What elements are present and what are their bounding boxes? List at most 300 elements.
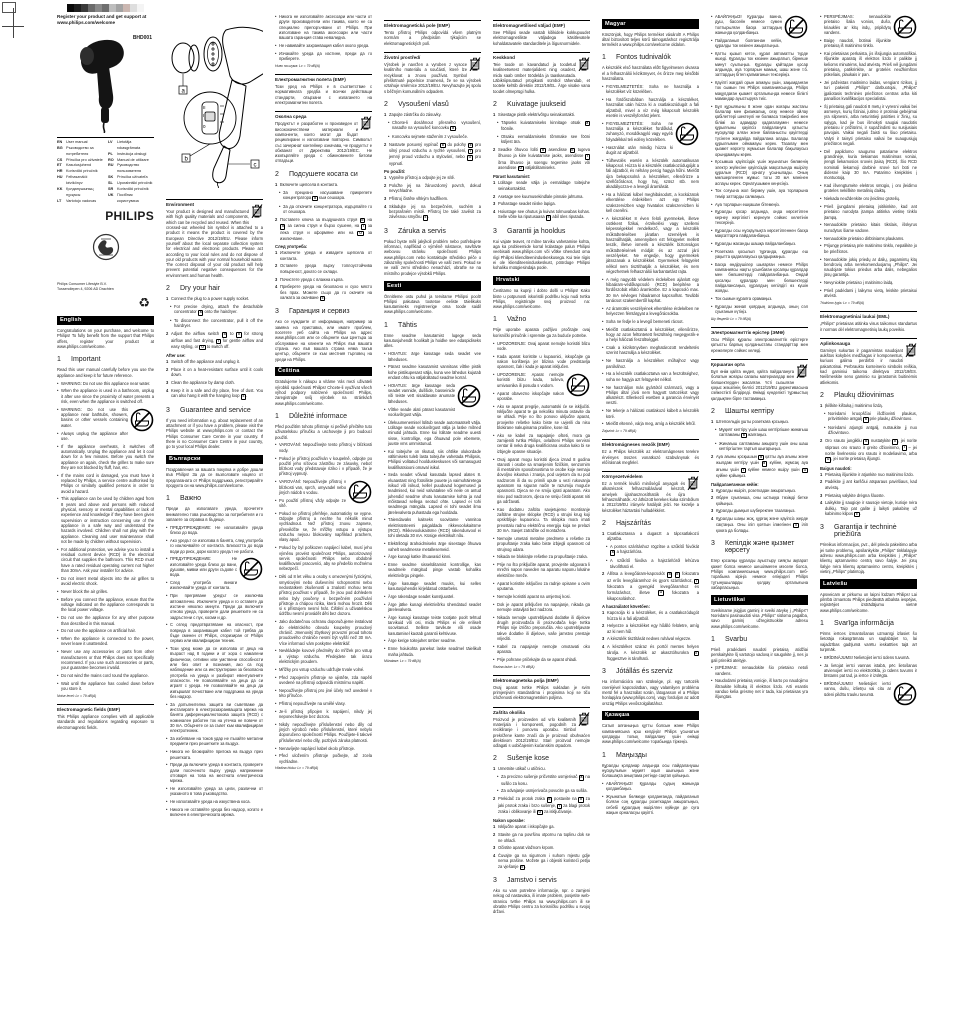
warning-bullet: • WARNING: Do not use this appliance near water. [57,381,154,386]
sub-step: • Za precizno sušenje pričvrstite usmjerivač a na sušilo za kosu. [493,774,590,786]
section-number: 1 [602,54,606,62]
warning-bullet: • If the appliance overheats, it switches off automatically. Unplug the appliance and let it cool down for a few minutes. Before you switch the appliance on again, check the grilles to make sure they are not blocked by fluff, hair, etc. [57,444,154,471]
warning-bullet: • Enne hoiukohta panekut laske seadmel täielikult maha jahtuda. [384,646,481,657]
svg-text:II: II [203,105,206,110]
svg-text:c: c [253,162,257,169]
calibration-square [81,4,88,12]
section-heading: 1 Svarbu [711,635,748,643]
paragraph: Kui vajate teavet, nt mõne tarviku vahetamise kohta, aga ka probleemide korral külastage palun Philipsi veebisaiti www.philips.com või võtke ühendust oma riigi Philipsi klienditeeninduskeskusega. Kui teie riigis ei ole klienditeeninduskeskust, pöörduge Philipsi kohaliku müügiesindaja poole. [493,238,590,271]
warning-bullet: • Құралды жинап қоярдың алдында, оның сәл суығанын күтіңіз. [711,304,808,315]
reference-key: O [468,155,472,160]
paragraph: Proizvod je proizveden od vrlo kvalitetnih materijala i komponenti, pogodnih za recikliranje i ponovnu uporabu. Simbol prekrižene kante znači da je proizvod obuhvaćen direktivom 2012/19/EU. Stari proizvod nemojte odlagati s uobičajenim kućanskim otpadom. [493,716,590,749]
warning-bullet: • VAROVÁNÍ: Nepoužívejte přístroj v blízkosti van, sprch, umyvadel nebo jiných nádob s vodou. [275,479,372,495]
warning-bullet: • Kabel za napajanje nemojte omotavati oko aparata. [493,644,590,655]
weee-crossed-bin-icon [578,56,590,72]
section-heading: 1 Important [57,356,101,364]
no-bathtub-icon [457,384,481,408]
warning-bullet: • Naudodami prietaisą vonioje, iš karto po naudojimo ištraukite kištuką iš elektros lizdo. Arti esantis vanduo kelia grėsmę net ir tada, kai prietaisas yra išjungtas. [711,678,808,699]
numbered-step: 2 Поставете ключа за въздушната струя b на II за силна струя и бързо сушене, на I за лека струя и оформяне или на O за изключване. [275,216,372,241]
section-heading: 3 Guarantee and service [166,406,251,414]
no-bathtub-icon [893,682,917,706]
paragraph: Бұл өнім қайта өңдеп, қайта пайдалануға болатын жоғары сапалы материалдар мен бөлшектерден жасалған. Үсті сызылған қоқыс жәшігінің белгісі 2012/19/EU директивасына сәйкестікті білдіреді. Өнімді күнделікті тұрмыстық қалдықпен бірге тастамаңыз. [711,369,808,401]
paragraph: Your product is designed and manufactured with high quality materials and components, which can be recycled and reused. When this crossed-out wheeled bin symbol is attached to a product it means the product is covered by the European Directive 2012/19/EU. Please inform yourself about the local separate collection system for electrical and electronic products. Please act according to your local rules and do not dispose of your old products with your normal household waste. The correct disposal of your old product will help prevent potential negative consequences for the environment and human health. [166,209,263,278]
stamp-block [57,231,154,268]
language-header: Latviešu [820,579,917,589]
warning-bullet: • Nepoužívejte přístroj pro jiné účely než uvedené v této příručce. [275,688,372,699]
reference-key: b [223,332,226,337]
warning-bullet: • Kai prietaisas perkaista, jis išsijungia automatiškai. Išjunkite aparatą iš elektros lizdo ir palikite jį kelioms minutėms, kad atvėstų. Prieš vėl įjungdami prietaisą, patikrinkite, ar grotelės neužkimštos pūkeliais, plaukais ir pan. [820,51,917,78]
numbered-step: 4 Приберете уреда на безопасно и сухо място без прах. Можете също да го окачите на халката за окачване c . [275,284,372,300]
paragraph: Ez a termék kiváló minőségű anyagok és alkatrészek felhasználásával készült, amelyek újrahasznosíthatók és újra felhasználhatók. Az áthúzott kerekes kuka szimbólum a 2012/19/EU irányelv hatályát jelzi. Ne kezelje a készüléket háztartási hulladékként. [602,481,699,513]
numbered-step: 4 Skladujte jej na bezpečném, suchém a bezprašném místě. Přístroj lze také zavěsit za závěsnou smyčku c . [384,203,481,220]
warning-bullet: • Құралды жасанды шашқа пайдаланбаңыз. [711,241,808,246]
warning-bullet: • Po použití přístroj vždy odpojte ze sítě. [275,498,372,509]
warning-bullet: • FIGYELMEZTETÉS: Soha ne használja a készüléket fürdőkád, zuhanyzó, mosdókagyló vagy egyéb folyadékkal teli edény közelében. [602,121,699,142]
numbered-step: 3 A készülék tisztítását nedves ruhával végezze. [602,636,692,642]
warning-bullet: • FIGYELMEZTETÉS: Soha ne használja a készüléket víz közelében. [602,84,699,95]
paragraph: A készülék első használata előtt figyelmesen olvassa el a felhasználói kézikönyvet, és őrizze meg későbbi használatra. [602,65,699,82]
numbered-step: 1 Изключете уреда и извадете щепсела от контакта. [275,250,372,261]
language-index-row: SL Uporabniški priročnik [108,181,153,186]
paragraph: Prije uporabe aparata pažljivo pročitajte ovaj korisnički priručnik i spremite ga za buduće potrebe. [493,327,590,338]
numbered-step: 1 Įkiškite kištuką į maitinimo lizdą. [820,403,883,408]
ruled-heading: Elektromagnetska polja (EMF) [493,675,590,683]
reference-key: b [548,797,551,802]
ruled-heading: Околна среда [275,111,372,119]
section-number: 3 [493,877,497,885]
numbered-step: 1 Umetnite utikač u utičnicu. [493,766,546,772]
ruled-heading: Környezetvédelem [602,471,699,479]
hair-dryer-photo [57,29,154,133]
warning-bullet: • Nevkládejte kovové předměty do mřížek pro vstup a výstup vzduchu. Předejdete tak úrazu elektrickým proudem. [275,648,372,664]
philips-logo: PHILIPS [105,208,154,223]
warning-bullet: • ПРЕДУПРЕЖДЕНИЕ: Не използвайте уреда близо до вода. [166,525,263,536]
warning-bullet: • ĮSPĖJIMAS: nenaudokite šio prietaiso netoli vandens. [711,665,808,676]
section-heading: 1 Važno [493,316,527,324]
warning-bullet: • For additional protection, we advise you to install a residual current device (RCD) in the electrical circuit that supplies the bathroom. This RCD must have a rated residual operating current not higher than 30mA. Ask your installer for advice. [57,547,154,574]
warning-bullet: • Ток сымын құралға орамаңыз. [711,296,808,301]
register-text: Register your product and get support at www.philips.com/welcome [57,14,147,25]
reference-key: c [521,864,524,869]
warning-bullet: • Не навивайте захранващия кабел около уреда. [275,43,372,48]
warning-bullet: • Kada aparat koristite u kupaonici, iskopčajte ga nakon korištenja jer blizina vode predstavlja opasnost, čak i kada je aparat isključen. [493,354,590,370]
column-6 [602,14,699,1019]
warning-bullet: • Pokud se přístroj přehřeje, automaticky se vypne. Odpojte přístroj a nechte ho několik minut vychladnout. Než přístroj znovu zapnete, přesvědčte se, že mřížky vstupu a výstupu vzduchu nejsou blokovány například prachem, vlasy apod. [275,511,372,543]
warning-bullet: • When the appliance is connected to the power, never leave it unattended. [57,636,154,647]
numbered-step: 3 Почистете уреда с влажна кърпа. [275,276,344,282]
product-photo-block [57,29,154,133]
paragraph: Prieš pradėdami naudoti prietaisą atidžiai perskaitykite šį vartotojo vadovą ir saugokite jį, nes jo gali prireikti ateityje. [711,646,808,663]
warning-bullet: • При прегряване уредът се изключва автоматично. Изключете уреда и го оставете да изстине няколко минути. Преди да включите отново уреда, проверете дали решетките не са задръстени с пух, косми и др. [166,593,263,620]
paragraph: Congratulations on your purchase, and welcome to Philips! To fully benefit from the support that Philips offers, register your product at www.philips.com/welcome. [57,328,154,350]
paragraph: Köszönjük, hogy Philips terméket vásárolt! A Philips által biztosított teljes körű támogatáshoz regisztrálja termékét a www.philips.com/welcome oldalon. [602,31,699,48]
reference-key: a [199,310,202,315]
warning-bullet: • Do not use the appliance on artificial hair. [57,628,154,633]
section-number: 3 [711,540,715,548]
warning-bullet: • When the appliance is used in a bathroom, unplug it after use since the proximity of water presents a risk, even when the appliance is switched off. [57,388,154,404]
paragraph: Pirms ierīces izmantošanas uzmanīgi izlasiet šo lietotāja rokasgrāmatu un saglabājiet to, lai vajadzības gadījumā varētu ieskatīties tajā arī turpmāk. [820,630,917,652]
section-heading: 1 Tähtis [384,321,418,329]
sub-heading: Pärast kasutamist: [493,174,531,180]
numbered-step: 4 A készüléket száraz és portól mentes helyen tárolja. A készülék az akasztóhurokra c függesztve is tárolható. [602,644,699,661]
ruled-heading: Электромагниттік өрістер (ЭМӨ) [711,327,808,335]
numbered-step: 2 Nastavte posuvný vypínač b do polohy II pro silný proud vzduchu a rychlé vysoušení, I pro jemný proud vzduchu a stylování, nebo O pro vypnutí. [384,141,481,166]
section-number: 1 [275,412,279,420]
sub-step: • A pontos szárításhoz rögzítse a szűkítő fúvókát a a hajszárítóra. [602,544,699,556]
numbered-step: 3 Očistite aparat vlažnom krpom. [493,845,555,851]
ruled-heading: Elektromágneses mezők (EMF) [602,439,699,447]
language-header: Čeština [275,367,372,377]
warning-bullet: • ПРЕДУПРЕЖДЕНИЕ: Не използвайте уреда близо до вани, душове, мивки или други съдове с вода. [166,556,263,577]
warning-bullet: • Mřížky pro vstup vzduchu udržujte trvale volné. [275,667,372,672]
section-number: 3 [275,308,279,316]
sub-step: • Za odvajanje usmjerivača povucite ga sa sušila. [493,788,590,793]
reference-key: c [855,511,858,516]
paragraph: If you need information e.g. about replacement of an attachment or if you have a problem, please visit the Philips website at www.philips.com or contact the Philips Consumer Care Centre in your country. If there is no Consumer Care Centre in your country, go to your local Philips dealer. [166,417,263,450]
warning-bullet: • Před zapojením přístroje se ujistěte, zda napětí uvedené na přístroji odpovídá místnímu napětí. [275,675,372,686]
section-heading: 2 Hajszárítás [602,520,652,527]
warning-bullet: • Never block the air grilles. [57,589,154,594]
numbered-step: 3 Přístroj čistěte vlhkým hadříkem. [384,196,449,201]
numbered-step: 1 Zapojte zástrčku do zásuvky. [384,111,442,117]
warning-bullet: • Ne használjon más gyártótól származó, vagy a Philips által jóvá nem hagyott tartozékot vagy alkatrészt. Ellenkező esetben a garancia érvényét veszti. [602,385,699,406]
noise-level-note: Hladina hluku: Lc = 79 dB(A) [275,766,319,771]
language-header: Eesti [384,281,481,291]
reference-key: I [903,445,905,450]
hair-dryer-diagram [166,16,263,188]
warning-bullet: • Ärge kerige toitejuhet ümber seadme. [384,638,481,643]
warning-bullet: • Ovaj aparat mogu koristiti djeca iznad 8 godina starosti i osobe sa smanjenim fizičkim, senzornim ili mentalnim sposobnostima te osobe koje nemaju dovoljno iskustva i znanja, pod uvjetom da su pod nadzorom ili da su primili upute u vezi rukovanja aparatom na siguran način te razumiju moguće opasnosti. Djeca se ne smiju igrati aparatom. Ako nisu pod nadzorom, djeca ne smiju čistiti aparat niti ga održavati. [493,457,590,505]
weee-crossed-bin-icon [469,56,481,72]
calibration-square [116,4,123,12]
ruled-heading: Қоршаған орта [711,359,808,367]
reference-key: O [659,590,663,595]
reference-key: a [611,550,614,555]
warning-bullet: • Изчакайте уреда да изстине, преди да го приберете. [275,51,372,62]
sub-step: • To disconnect the concentrator, pull it off the hairdryer. [166,318,263,329]
svg-text:0: 0 [203,124,206,129]
recycle-icon: ♻ [138,295,150,311]
reference-key: c [795,522,798,527]
numbered-step: 2 Adjust the airflow switch b to II for strong airflow and fast drying, I for gentle airflow and easy styling, or O to switch off. [166,331,263,349]
ruled-heading: Electromagnetic fields (EMF) [57,704,154,712]
sub-step: • Жинағыш саптаманы ажырату үшін оны шаш кептіргіштен тартып шығарыңыз. [711,441,808,452]
warning-bullet: • Pokud je přístroj používán v koupelně, odpojte po použití jeho síťovou zástrčku ze zásuvky, neboť blízkost vody představuje riziko i v případě, že je přístroj vypnutý. [275,456,372,477]
warning-bullet: • Never use any accessories or parts from other manufacturers or that Philips does not specifically recommend. If you use such accessories or parts, your guarantee becomes invalid. [57,649,154,670]
sub-heading: A használatot követően: [602,604,651,610]
reference-key: II [281,224,284,229]
section-number: 1 [493,316,497,324]
reference-key: II [580,797,583,802]
section-number: 2 [166,285,170,293]
ruled-heading: Zaštita okoliša [493,707,590,715]
language-index-row: PL Instrukcja obsługi [108,151,147,156]
section-heading: 1 Fontos tudnivalók [602,54,671,62]
calibration-square [95,4,102,12]
section-number: 2 [384,100,388,108]
warning-bullet: • Не използвайте уреда за цели, различни от указаното в това ръководство. [166,786,263,797]
numbered-step: 4 Keep it in a safe and dry place, free of dust. You can also hang it with the hanging loop c . [166,388,263,399]
noise-level-note: Razina buke: Lc = 79 dB(A) [493,664,535,669]
manufacturer-address: Philips Consumer Lifestyle B.V. Tussendiepen 4, 9206 AD Drachten [57,281,114,291]
print-calibration-strip [67,4,144,12]
reference-key: O [538,809,542,814]
sub-heading: After use: [166,353,186,359]
no-bathtub-icon [130,408,154,432]
numbered-step: 1 Csatlakoztassa a dugaszt a tápcsatlakozó aljzatba. [602,531,699,542]
section-heading: 2 Шашты кептіру [711,407,775,415]
warning-bullet: • Aparat koristite isključivo za radnje opisane u ovim uputama. [493,581,590,592]
paragraph: Před použitím tohoto přístroje si pečlivě přečtěte tuto uživatelskou příručku a uschovejte ji pro budoucí použití. [275,423,372,440]
numbered-step: 2 Оставете уреда върху топлоустойчива повърхност, докато се охлади. [275,263,372,274]
numbered-step: 4 Құралды шаңы жоқ, құрғақ және қауіпсіз жерде сақтаңыз. Оны іліп қоятын ілмегінен c іліп қоюға да болады. [711,516,808,533]
language-index-row: UK Посібник користувача [108,192,139,203]
column-8 [820,14,917,1019]
warning-bullet: • Baigę naudoti, būtinai išjunkite prietaisą iš maitinimo tinklo. [820,38,917,49]
language-index-row: LT Vartotojo vadovas [57,198,97,203]
reference-key: b [760,455,763,460]
numbered-step: 2 Helyezze a készüléket egy hőálló felületre, amíg az ki nem hűl. [602,623,699,634]
noise-level-note: Noise level: Lc = 79 dB(A) [57,693,97,698]
paragraph: Gaminys sukurtas ir pagamintas naudojant aukštos kokybės medžiagas ir komponentus, kuriuos galima perdirbti ir naudoti pakartotinai. Perbraukto konteinerio simbolis reiškia, kad gaminiui taikoma direktyva 2012/19/ES. Neišmeskite seno gaminio su įprastomis buitinėmis atliekomis. [820,347,917,385]
warning-bullet: • WARNING: Do not use this appliance near bathtubs, showers, basins or other vessels containing water. [57,407,154,428]
sub-step: • Otsaku eemaldamiseks tõmmake see fööni küljest ära. [493,134,590,145]
language-index-row: BG Ръководство за потребителя [57,145,94,156]
warning-bullet: • BRĪDINĀJUMS! Nelietojiet ierīci ūdens tuvumā. [820,655,917,660]
warning-bullet: • След употреба винаги изключвайте уреда от контакта. [166,580,263,591]
warning-bullet: • За допълнителна защита ви съветваме да инсталирате в електрозахранващата мрежа на банята диференциалнотокова защита (RCD) с номинален работен ток на утечка не повече от 30 mA. Обърнете се за съвет към квалифициран електротехник. [166,702,263,734]
warning-bullet: • Ülekuumenemisel lülitub seade automaatselt välja. Lülitage seade vooluvõrgust välja ja laske mõned minutid jahtuda. Enne kui lülitate seadme uuesti sisse, kontrollige, ega õhuavad pole ebemete, juuste vms ummistunud. [384,420,481,447]
section-heading: 3 Гаранция и сервиз [275,308,350,316]
warning-bullet: • Do not wind the mains cord round the appliance. [57,673,154,678]
noise-level-note: Zajszint: Lc = 79 dB(A) [602,429,637,434]
column-4 [384,14,481,1019]
language-header: English [57,316,154,326]
warning-bullet: • Nikada ne blokirajte rešetke za propuštanje zraka. [493,554,590,559]
reference-key: II [237,332,240,337]
reference-key: a [864,417,867,422]
numbered-step: 2 Stavite ga na površinu otpornu na toplinu dok se ne ohladi. [493,832,590,843]
warning-bullet: • Enne seadme sisselülitamist kontrollige, kas seadmele märgitud pinge vastab kohaliku elektrivõrgu pingele. [384,562,481,578]
sub-heading: След употреба: [275,244,308,250]
warning-bullet: • Csak a kézikönyvben meghatározott rendeltetés szerint használja a készüléket. [602,345,699,356]
noise-level-note: Шу деңгейі: Lc = 79 дБ(А) [711,317,752,322]
warning-bullet: • PERSPĖJIMAS: nenaudokite prietaiso šalia vonios, dušo, kriauklės ar kitų indų, pripildytų vandens. [820,14,917,35]
reference-key: c [321,295,324,300]
warning-bullet: • Ja lietojat ierīci vannas istabā, pēc lietošanas atvienojiet ierīci no elektrotīkla, jo ūdens tuvums ir bīstams pat tad, ja ierīce ir izslēgta. [820,663,917,679]
paragraph: „Philips“ prietaisas atitinka visus taikomus standartus ir normas dėl elektromagnetinių laukų poveikio. [820,321,917,332]
warning-bullet: • Ako se aparat pregrije, automatski će se isključiti. Isključite aparat te ga nekoliko minuta ostavite da se ohladi. Prije no što ponovo uključite aparat, provjerite rešetke kako biste se uvjerili da nisu blokirane nakupinama prašine, kose itd. [493,404,590,431]
svg-text:I: I [203,113,205,118]
section-heading: 2 Plaukų džiovinimas [820,392,894,399]
calibration-square [130,4,137,12]
section-number: 1 [711,635,715,643]
warning-bullet: • Никога не блокирайте притока на въздух през решетката. [166,749,263,760]
warning-bullet: • Nenaudokite prietaiso dirbtiniams plaukams. [820,236,917,241]
warning-bullet: • Túlhevülés esetén a készülék automatikusan kikapcsol. Húzza ki a készülék csatlakozódugóját a fali aljzatból, és néhány percig hagyja hűlni. Mielőtt újra bekapcsolná a készüléket, ellenőrizze a szellőzőrácsot, hogy haj, szösz stb. nem akadályozza-e a levegő áramlását. [602,158,699,190]
noise-level-note: Ниво на шума: Lc = 79 dB(A) [275,64,320,68]
warning-bullet: • Võtke seade alati pärast kasutamist vooluvõrgust välja. [384,407,481,418]
warning-bullet: • Ha fürdőszobában használja a készüléket, használat után húzza ki a csatlakozódugót a fali aljzatból, mivel a víz még kikapcsolt készülék esetén is veszélyforrást jelent. [602,97,699,118]
numbered-step: 2 Padėkite jį ant karščiui atsparaus paviršiaus, kad atvėstų. [820,479,917,490]
warning-bullet: • Nemojte umetati metalne predmete u rešetke za propuštanje zraka kako biste izbjegli opasnost od strujnog udara. [493,536,590,552]
warning-bullet: • This appliance can be used by children aged from 8 years and above and persons with reduced physical, sensory or mental capabilities or lack of experience and knowledge if they have been given supervision or instruction concerning use of the appliance in a safe way and understand the hazards involved. Children shall not play with the appliance. Cleaning and user maintenance shall not be made by children without supervision. [57,496,154,544]
paragraph: Този уред на Philips е в съответствие с нормативната уредба и всички действащи стандарти, свързани с излагането на електромагнитни полета. [275,84,372,105]
sub-step: • Koncovku sejmete stažením z vysoušeče. [384,134,481,139]
reference-key: b [542,147,545,152]
language-index-row: CS Příručka pro uživatele [57,157,103,162]
warning-bullet: • Басқа өндірушілер шығарған немесе Philips компаниясы нақты ұсынбаған қосалқы құралдар мен бөлшектерді пайдаланбаңыз. Ондай қосалқы құралдар мен бөлшектерді пайдалансаңыз, құралдың кепілдігі өз күшін жояды. [711,262,808,294]
paragraph: Егер қосалқы құралды ауыстыру сияқты ақпарат қажет болса немесе шешілмеген мәселе болса, Philips компаниясының www.philips.com веб-торабына кіріңіз немесе еліңіздегі Philips тұтынушыларды қолдау орталығына хабарласыңыз. [711,558,808,590]
numbered-step: 2 Seadke õhuvoo lüliti b asendisse II tugeva õhuvoo ja kiire kuivatamise jaoks, asendisse I õrna õhuvoo ja soengu tegemise jaoks või asendisse O väljalülitamiseks. [493,146,590,170]
warning-bullet: • Nenavíjejte napájecí kabel okolo přístroje. [275,746,372,751]
warning-bullet: • Никога не използвайте аксесоари или части от други производители или такива, които не са специално препоръчвани от Philips. При използване на такива аксесоари или части вашата гаранция става невалидна. [275,14,372,41]
warning-bullet: • Ауа торларын ешқашан бітемеңіз. [711,202,808,207]
warning-bullet: • Никога не оставяйте уреда без надзор, когато е включен в електрическата мрежа. [166,807,263,818]
sub-heading: Пайдаланғаннан кейін: [711,481,759,487]
paragraph: Ako su vam potrebne informacije, npr. o zamjeni nekog od nastavaka, ili imate problem, posjetite web-stranicu tvrtke Philips na www.philips.com ili se obratite Philips centru za korisničku podršku u svojoj državi. [493,888,590,915]
warning-bullet: • A még nagyobb védelem érdekében ajánlott egy hibaáram-védőkapcsoló (RCD) beépítése a fürdőszobát ellátó áramkörbe. Ez a kapcsoló max. 30 mA névleges hibaáramot kapcsolhat. További tanácsot szakembertől kaphat. [602,277,699,304]
paragraph: Výrobek je navržen a vyroben z vysoce kvalitního materiálu a součástí, které lze recyklovat a znovu používat. Symbol přeškrtnuté popelnice znamená, že se na výrobek vztahuje směrnice 2012/19/EU. Nevyhazujte jej spolu s běžným komunálním odpadem. [384,61,481,94]
calibration-square [123,4,130,12]
calibration-square [137,4,144,12]
warning-bullet: • Nikdy nepoužívejte příslušenství nebo díly od jiných výrobců nebo příslušenství, které nebylo doporučeno společností Philips. Použijete-li takové příslušenství nebo díly, pozbývá záruka platnosti. [275,722,372,743]
language-index-table [57,137,154,205]
language-index-row: EN User manual [57,139,88,144]
warning-bullet: • Ne használja a készüléket műhajhoz vagy parókához. [602,358,699,369]
reference-key: a [742,433,745,438]
warning-bullet: • Nenaudokite jokių priedų ar dalių, pagamintų kitų bendrovių arba nerekomenduojamų „Philips“. Jei naudojate tokius priedus arba dalis, nebegalios jūsų garantija. [820,257,917,278]
model-number: BHD001 [132,34,152,41]
paragraph: Поздравления за вашата покупка и добре дошли във Philips! За да се възползвате изцяло от предлаганата от Philips поддръжка, регистрирайте продукта си на www.philips.com/welcome. [166,467,263,489]
reference-key: O [201,344,204,349]
calibration-square [109,4,116,12]
no-bathtub-icon [239,557,263,581]
reference-key: I [470,148,472,153]
paragraph: Сатып алғаныңыз құтты болсын және Philips компаниясына қош келдіңіз! Philips ұсынатын қолдауды толық пайдалану үшін өнімді www.philips.com/welcome торабында тіркеңіз. [602,723,699,745]
language-index-row: HU Felhasználói kézikönyv [57,175,88,186]
calibration-square [74,4,81,12]
calibration-square [102,4,109,12]
no-bathtub-icon [784,15,808,39]
paragraph: See Philipsi seade vastab kõikidele kokkupuudet elektromagnetiliste väljadega käsitlevatele kohaldatavatele standarditele ja õigusnormidele. [493,30,590,46]
paragraph: Ez a Philips készülék az elektromágneses terekre érvényes összes vonatkozó szabványnak és előírásnak megfelel. [602,449,699,465]
sub-step: • For precise drying, attach the detachable concentrator a onto the hairdryer. [166,304,263,316]
paragraph: Teie toode on kavandatud ja toodetud kvaliteetsetest materjalidest ning osadest, mida saab ümber töödelda ja taaskasutada. Läbikriipsutatud prügikasti sümbol tähendab, et tootele kehtib direktiiv 2012/19/EL. Ärge visake vana toodet olmeprügi hulka. [493,61,590,94]
numbered-step: 1 Lülitage seade välja ja eemaldage toitejuhe seinakontaktist. [493,180,590,191]
warning-bullet: • Не използвайте уреда на изкуствена коса. [166,799,263,804]
reference-key: b [441,142,444,147]
section-heading: 2 Sušenje kose [493,755,550,763]
numbered-step: 1 Prietaisą išjunkite ir atjunkite nuo maitinimo lizdo. [820,471,914,477]
paragraph: Enne seadme kasutamist lugege seda kasutusjuhendit hoolikalt ja hoidke see edaspidiseks alles. [384,332,481,349]
section-number: 1 [602,751,606,759]
warning-bullet: • Ärge kunagi kasutage teiste tootjate poolt tehtud tarvikuid või osi, mida Philips ei ole eriliselt soovitanud. Selliste tarvikute või osade kasutamisel kaotab garantii kehtivuse. [384,615,481,636]
warning-bullet: • Kui toitejuhe on rikutud, siis ohtlike olukordade vältimiseks tuleb lasta toitejuhe vahetada Philipsis, Philipsi volitatud hoolduskeskuses või samasugust kvalifikatsiooni omaval isikul. [384,449,481,470]
warning-bullet: • Az áramütés veszélyének elkerülése érdekében ne helyezzen fémtárgyat a levegőrácsokba. [602,306,699,317]
numbered-step: 1 Connect the plug to a power supply socket. [166,296,250,302]
weee-crossed-bin-icon [687,475,699,491]
section-heading: 2 Dry your hair [166,285,221,293]
paragraph: Õnnitleme ostu puhul ja tervitame Philipsi poolt! Philipsi pakutava tootetoe eeliste täielikuks kasutamiseks registreerige oma toode saidil www.philips.com/welcome. [384,293,481,315]
reference-key: a [452,125,454,130]
reference-key: I [363,224,364,229]
sub-step: • A szűkítő fúvóka a hajszárítóról lehúzva távolítható el. [602,558,699,569]
noise-level-note: Müratase: Lc = 79 dB(A) [384,659,421,664]
section-heading: 3 Кепілдік және қызмет көрсету [711,540,795,555]
language-header: Hrvatski [493,276,590,286]
language-index-row: RU Руководство пользователя [108,163,142,174]
sub-heading: Baigus naudoti: [820,465,852,471]
ruled-heading: Keskkond [493,52,590,60]
paragraph: Read this user manual carefully before you use the appliance and keep it for future reference. [57,367,154,378]
section-heading: 2 Vysoušení vlasů [384,100,449,108]
section-number: 2 [602,520,606,527]
warning-bullet: • Jei pažeistas maitinimo laidas, vengiant rizikos, jį turi pakeisti „Philips“ darbuotojai, „Philips“ įgaliotasis techninės priežiūros centras arba kiti panašios kvalifikacijos specialistai. [820,80,917,101]
section-number: 1 [820,619,824,627]
language-index-row: HR Korisnički priručnik [57,169,98,174]
numbered-step: 2 Állítsa a levegőáram-kapcsolót b II fokozatra az erős levegőáramhoz és gyors szárításhoz, I fokozatra a gyengéd levegőáramhoz és formázáshoz, illetve O fokozatra a kikapcsoláshoz. [602,571,699,601]
reference-key: I [218,338,219,343]
section-heading: 1 Důležité informace [275,412,347,420]
svg-text:a: a [181,88,185,95]
calibration-square [67,4,74,12]
reference-key: II [571,147,574,152]
sub-step: • Norėdami kruopščiai išdžiovinti plaukus, pritvirtinkite antgalį a prie plaukų džiovintuvo. [820,411,917,423]
weee-crossed-bin-icon [905,342,917,358]
numbered-step: 2 Oro srauto jungikliu b nustatykite II , jei norite stipraus oro srauto ir greito džiovinimo, I – jei norite švelnesnio oro srauto ir modeliavimo, arba O , jei norite prietaisą išjungti. [820,438,917,462]
warning-bullet: • Prije no što priključite aparat, provjerite odgovara li mrežni napon naveden na aparatu naponu lokalne električne mreže. [493,562,590,578]
warning-bullet: • BRĪDINĀJUMS! Nelietojiet ierīci vannu, dušu, izlietņu vai citu ar ūdeni pildītu trauku tuvumā. [820,681,917,697]
certification-stamp-icon [91,231,121,263]
warning-bullet: • Dok je aparat priključen na napajanje, nikada ga nemojte ostavljati bez nadzora. [493,602,590,613]
warning-bullet: • Құралды қосар алдында, онда көрсетілген кернеу жергілікті кернеуге сәйкес келетінін тексеріңіз. [711,209,808,225]
numbered-step: 2 Place it on a heat-resistant surface until it cools down. [166,367,263,378]
warning-bullet: • Před uložením přístroje počkejte, až zcela vychladne. [275,753,372,764]
warning-bullet: • Dėl papildomo saugumo patariame elektros grandinėje, kuria tiekiamas maitinimas voniai, įrengti liekamosios srovės įtaisą (RCD). Šio RCD nominali liekamoji darbinė srovė turi būti ne didesnė kaip 30 mA. Patarimo kreipkitės į montuotoją. [820,149,917,181]
column-2 [166,14,263,1019]
weee-crossed-bin-icon [578,711,590,727]
warning-bullet: • Pokud by byl poškozen napájecí kabel, musí jeho výměnu provést společnost Philips, autorizovaný servis společnosti Philips nebo obdobně kvalifikovaní pracovníci, aby se předešlo možnému nebezpečí. [275,545,372,572]
warning-bullet: • Aparat obavezno iskopčajte nakon uporabe. [493,391,590,402]
section-heading: 3 Jamstvo i servis [493,877,557,885]
language-index-row: LV Lietotāja rokasgrāmata [108,139,141,150]
reference-key: II [676,572,679,577]
paragraph: Құралды қолданар алдында осы пайдаланушы нұсқаулығын мұқият оқып шығыңыз және болашақта анықтама ретінде сақтап қойыңыз. [602,762,699,779]
warning-bullet: • UPOZORENJE: Ovaj aparat nemojte koristiti blizu vode. [493,341,590,352]
language-index-row: RO Manual de utilizare [108,157,149,162]
paragraph: Преди да използвате уреда, прочетете внимателно това ръководство за потребителя и го запазете за справка в бъдеще. [166,506,263,522]
ruled-heading: Elektromagnetiniai laukai (EML) [820,311,917,319]
reference-key: II [469,142,472,147]
warning-bullet: • Mielőtt eltenné, várja meg, amíg a készülék lehűl. [602,421,699,426]
warning-bullet: • Ne tekerje a hálózati csatlakozó kábelt a készülék köré. [602,408,699,419]
section-number: 1 [57,356,61,364]
column-7 [711,14,808,1019]
warning-bullet: • If the mains cord is damaged, you must have it replaced by Philips, a service centre authorised by Philips or similarly qualified persons in order to avoid a hazard. [57,473,154,494]
warning-bullet: • Do not insert metal objects into the air grilles to avoid electric shock. [57,576,154,587]
warning-bullet: • Ha a készülék csatlakoztatva van a feszültséghez, soha ne hagyja azt felügyelet nélkül. [602,371,699,382]
reference-key: I [559,803,561,808]
reference-key: II [763,461,766,466]
warning-bullet: • Děti od 8 let věku a osoby s omezenými fyzickými, smyslovými nebo duševními schopnostmi nebo nedostatkem zkušeností a znalostí mohou tento přístroj používat v případě, že jsou pod dohledem nebo byly poučeny o bezpečném používání přístroje a chápou rizika, která mohou hrozit. Děti si s přístrojem nesmí hrát. Čištění a uživatelskou údržbu nesmí provádět děti bez dozoru. [275,574,372,617]
warning-bullet: • АБАЙЛАҢЫЗ! Құралды ванна, душ, бассейн немесе сумен толтырылған басқа заттардың жанында қолданбаңыз. [711,14,808,35]
numbered-step: 3 Puhastage seadet niiske lapiga. [493,201,556,207]
warning-bullet: • Қосымша қауіпсіздік үшін жуынатын бөлменің электр жүйесіне қауіпсіздік мақсатында өшірілу құралын (RCD) орнату ұсынылады. Оның мөлшерленген жұмыс тогы 30 мА мәнінен аспауы керек. Орнатушымен кеңесіңіз. [711,159,808,186]
sub-step: • За да откачите концентратора, издърпайте го от сешоара. [275,204,372,215]
section-heading: 3 Jótállás és szerviz [602,668,673,676]
weee-crossed-bin-icon [360,115,372,131]
